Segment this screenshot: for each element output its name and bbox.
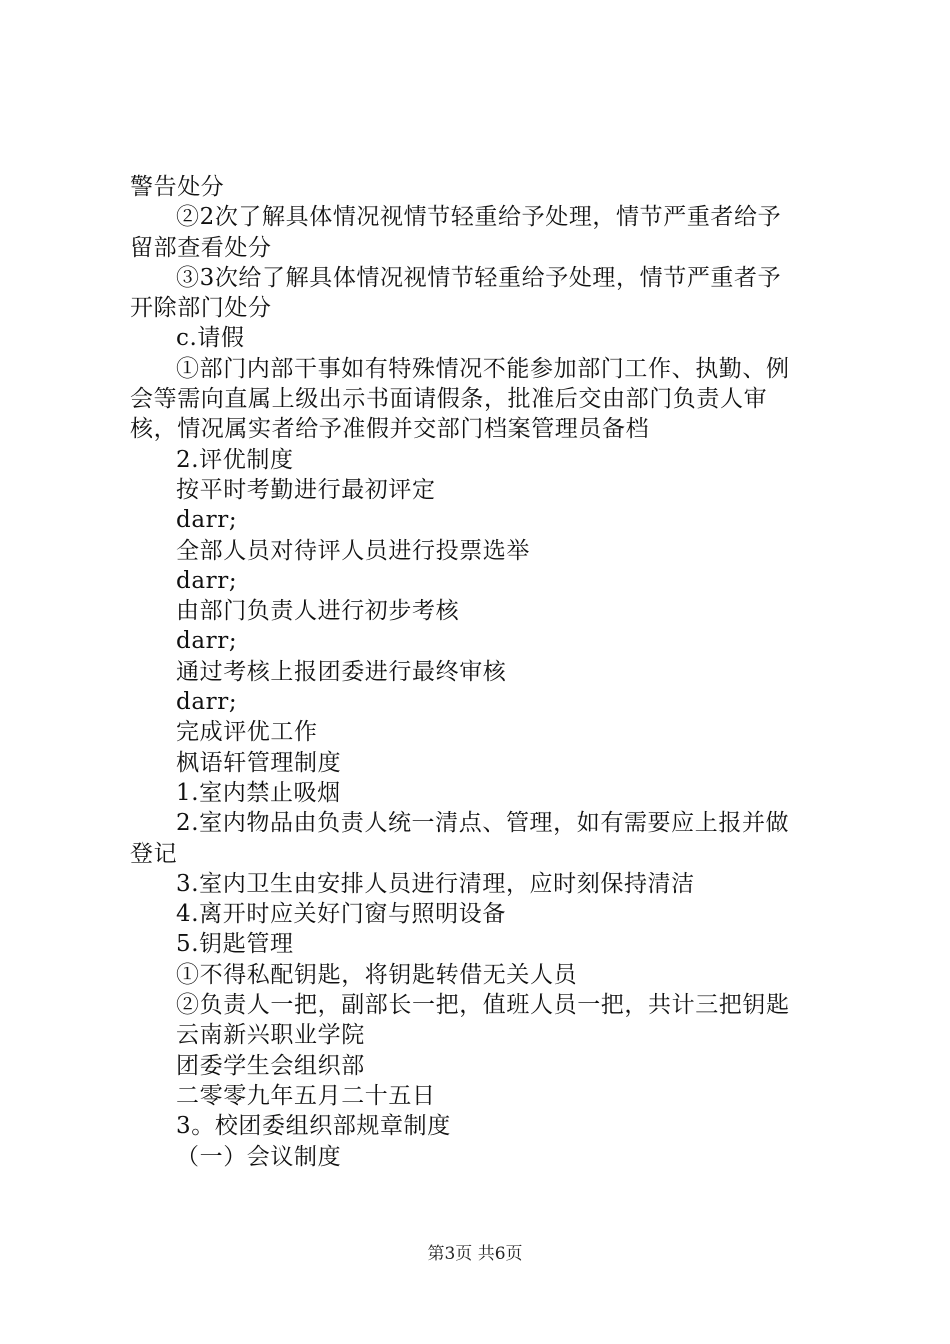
text-line: ②2次了解具体情况视情节轻重给予处理，情节严重者给予 bbox=[176, 204, 782, 231]
text-line: ②负责人一把，副部长一把，值班人员一把，共计三把钥匙 bbox=[176, 992, 790, 1019]
text-line: 5.钥匙管理 bbox=[176, 931, 294, 958]
text-line: 团委学生会组织部 bbox=[176, 1052, 365, 1079]
page-footer: 第3页 共6页 bbox=[427, 1244, 523, 1264]
text-line: 核，情况属实者给予准假并交部门档案管理员备档 bbox=[130, 416, 650, 443]
text-line: darr; bbox=[176, 567, 238, 594]
section-heading: 枫语轩管理制度 bbox=[176, 749, 342, 776]
section-heading: （一）会议制度 bbox=[176, 1143, 342, 1170]
text-line: darr; bbox=[176, 507, 238, 534]
text-line: ①不得私配钥匙，将钥匙转借无关人员 bbox=[176, 961, 578, 988]
text-line: 警告处分 bbox=[130, 174, 225, 200]
text-line: darr; bbox=[176, 689, 238, 716]
text-line: darr; bbox=[176, 628, 238, 655]
text-line: 登记 bbox=[130, 840, 178, 867]
text-line: 完成评优工作 bbox=[176, 719, 318, 746]
text-line: 开除部门处分 bbox=[130, 295, 272, 322]
document-body bbox=[130, 172, 850, 1172]
text-line: 会等需向直属上级出示书面请假条，批准后交由部门负责人审 bbox=[130, 386, 768, 413]
text-line: 全部人员对待评人员进行投票选举 bbox=[176, 537, 530, 564]
text-line: 3.室内卫生由安排人员进行清理，应时刻保持清洁 bbox=[176, 870, 695, 897]
text-line: 通过考核上报团委进行最终审核 bbox=[176, 658, 507, 685]
section-heading: 2.评优制度 bbox=[176, 446, 294, 473]
text-line: 2.室内物品由负责人统一清点、管理，如有需要应上报并做 bbox=[176, 810, 790, 837]
text-line: 留部查看处分 bbox=[130, 234, 272, 261]
section-heading: c.请假 bbox=[176, 325, 245, 352]
text-line: ③3次给了解具体情况视情节轻重给予处理，情节严重者予 bbox=[176, 264, 782, 291]
text-line: 二零零九年五月二十五日 bbox=[176, 1082, 436, 1109]
text-line: 由部门负责人进行初步考核 bbox=[176, 598, 460, 625]
text-line: 1.室内禁止吸烟 bbox=[176, 779, 341, 806]
text-line: 4.离开时应关好门窗与照明设备 bbox=[176, 901, 506, 928]
text-line: 云南新兴职业学院 bbox=[176, 1022, 365, 1049]
text-line: 按平时考勤进行最初评定 bbox=[176, 476, 436, 503]
section-heading: 3。校团委组织部规章制度 bbox=[176, 1113, 451, 1140]
text-line: ①部门内部干事如有特殊情况不能参加部门工作、执勤、例 bbox=[176, 355, 790, 382]
